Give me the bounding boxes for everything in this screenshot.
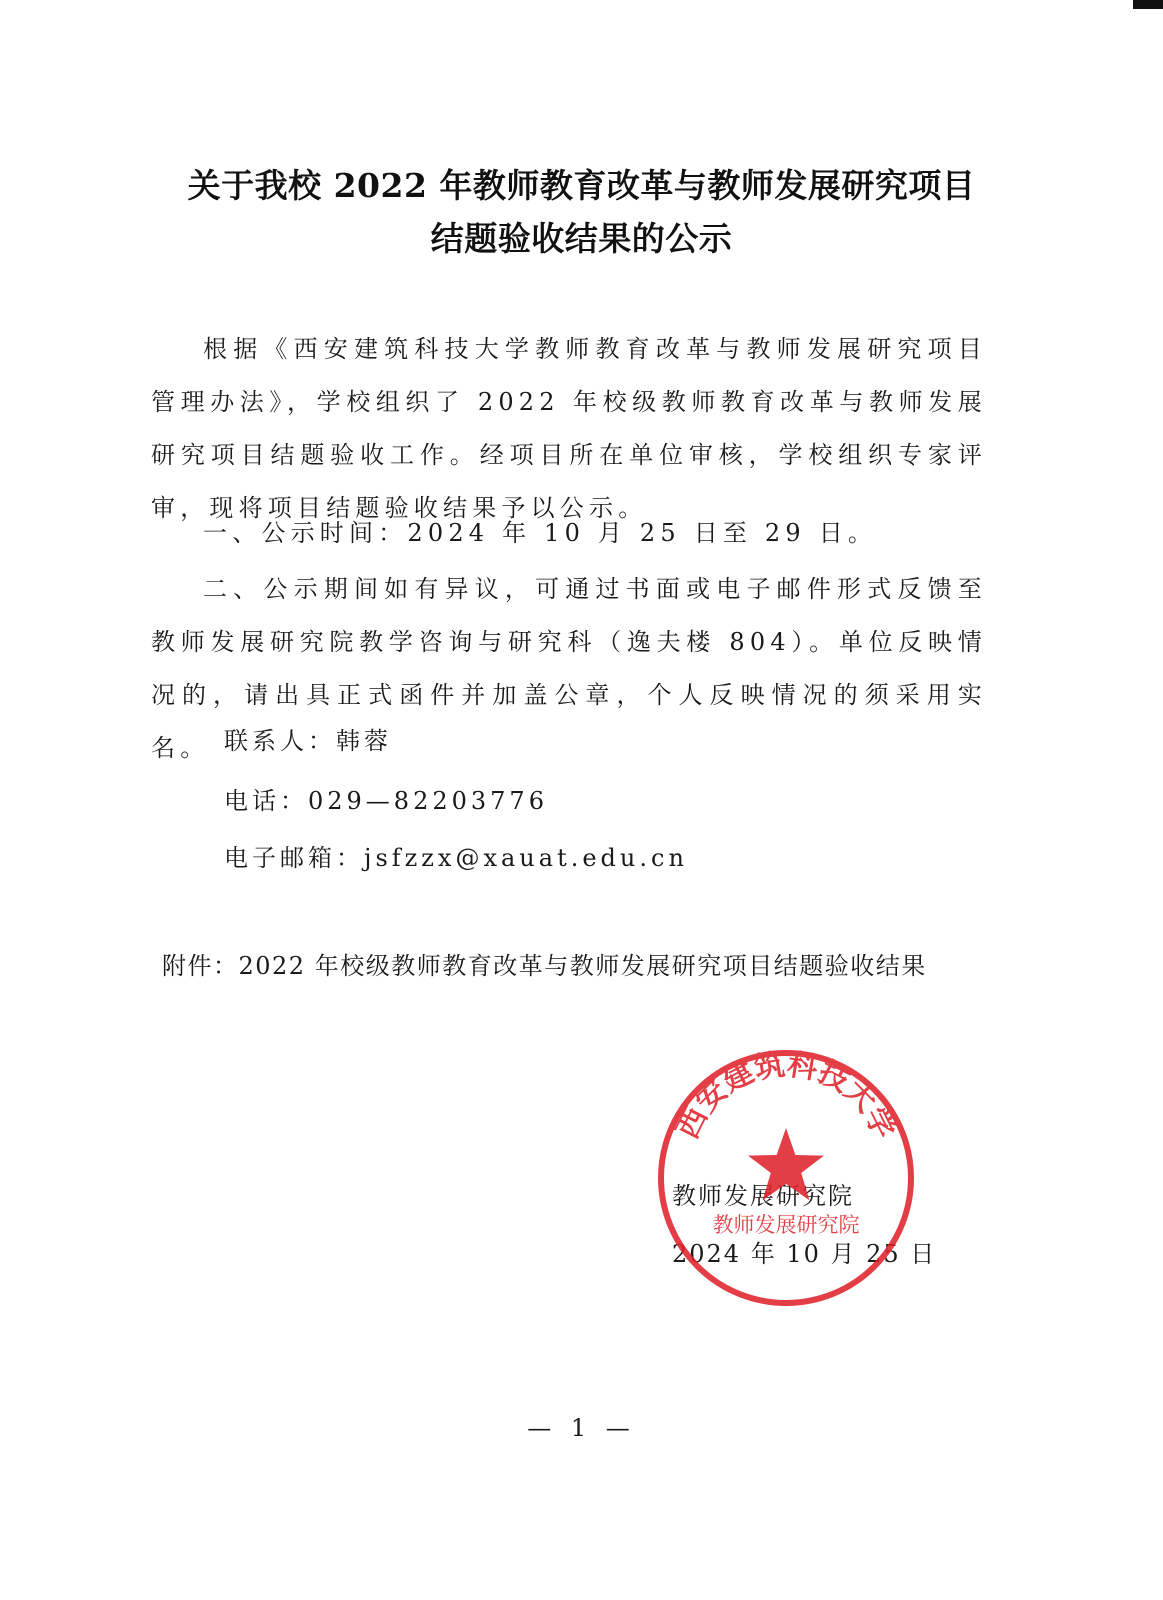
contact-person: 联系人：韩蓉 [224,727,392,755]
document-title-line1: 关于我校 2022 年教师教育改革与教师发展研究项目 [187,166,976,205]
intro-paragraph: 根据《西安建筑科技大学教师教育改革与教师发展研究项目管理办法》，学校组织了 2022 年校级教师教育改革与教师发展研究项目结题验收工作。经项目所在单位审核，学校组织专家评审，现将项目结题验收结果予以公示。 [151,335,987,522]
objection-item: 二、公示期间如有异议，可通过书面或电子邮件形式反馈至教师发展研究院教学咨询与研究科（逸夫楼 804）。单位反映情况的，请出具正式函件并加盖公章，个人反映情况的须采用实名。 [151,575,987,762]
seal-star [748,1128,824,1200]
seal-ring-text: 西安建筑科技大学 [670,1048,902,1145]
document-title-line2: 结题验收结果的公示 [430,219,733,258]
contact-email: 电子邮箱：jsfzzx@xauat.edu.cn [224,844,688,872]
signature-date: 2024 年 10 月 25 日 [672,1240,937,1268]
seal-inner-text: 教师发展研究院 [712,1213,860,1237]
notice-time-item: 一、公示时间：2024 年 10 月 25 日至 29 日。 [203,519,878,547]
page-number: — 1 — [527,1414,636,1442]
contact-phone: 电话：029—82203776 [224,787,548,815]
attachment-note: 附件：2022 年校级教师教育改革与教师发展研究项目结题验收结果 [162,952,927,980]
signature-organization: 教师发展研究院 [672,1182,854,1210]
scan-edge-mark [1133,0,1163,9]
official-seal-stamp [656,1048,916,1308]
